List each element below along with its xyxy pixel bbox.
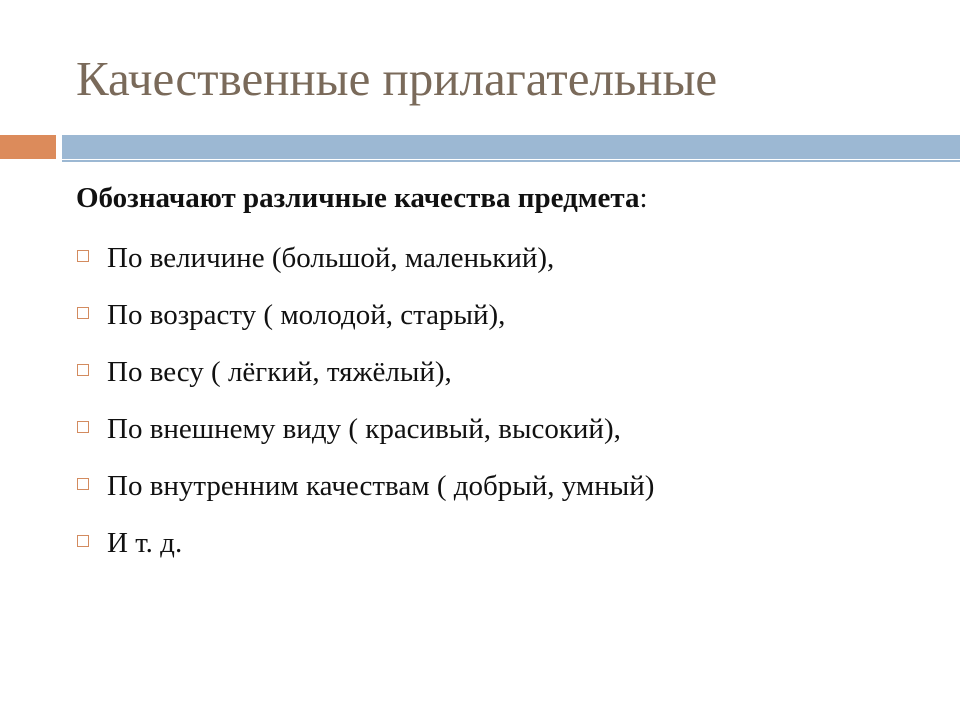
- title-main-band: [62, 135, 960, 159]
- title-accent-band: [0, 135, 56, 159]
- intro-suffix: :: [639, 182, 648, 214]
- hollow-square-icon: [77, 478, 89, 490]
- list-item-text: По величине (большой, маленький),: [107, 242, 555, 274]
- list-item: [76, 295, 654, 352]
- intro-bold-text: Обозначают различные качества предмета: [76, 182, 640, 214]
- list-item-text: По весу ( лёгкий, тяжёлый),: [107, 356, 452, 388]
- intro-text: [76, 181, 648, 216]
- list-item-text: И т. д.: [107, 527, 183, 559]
- bullet-list: [76, 238, 654, 580]
- slide-title: Качественные прилагательные: [76, 51, 718, 106]
- list-item: [76, 352, 654, 409]
- title-underline: [62, 160, 960, 162]
- list-item-text: По внутренним качествам ( добрый, умный): [107, 470, 655, 502]
- list-item: [76, 409, 654, 466]
- list-item-text: По внешнему виду ( красивый, высокий),: [107, 413, 621, 445]
- list-item: [76, 466, 654, 523]
- hollow-square-icon: [77, 307, 89, 319]
- hollow-square-icon: [77, 250, 89, 262]
- hollow-square-icon: [77, 364, 89, 376]
- list-item-text: По возрасту ( молодой, старый),: [107, 299, 506, 331]
- hollow-square-icon: [77, 535, 89, 547]
- hollow-square-icon: [77, 421, 89, 433]
- list-item: [76, 238, 654, 295]
- list-item: [76, 523, 654, 580]
